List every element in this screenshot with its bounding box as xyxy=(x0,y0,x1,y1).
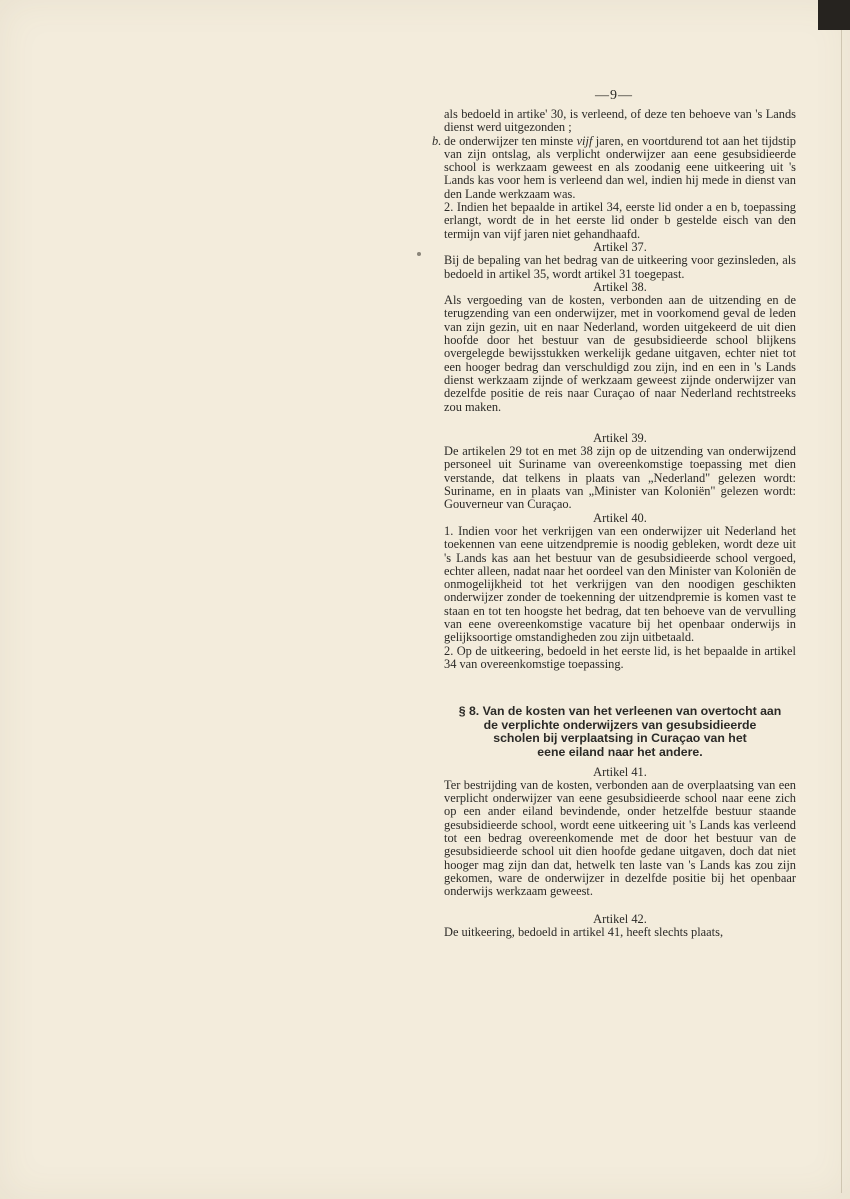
section-8-heading xyxy=(444,705,796,759)
article-39-heading: Artikel 39. xyxy=(593,430,647,445)
list-item-b xyxy=(432,133,796,201)
body-text xyxy=(432,107,796,939)
article-42-text: De uitkeering, bedoeld in artikel 41, heeft slechts plaats, xyxy=(444,924,724,939)
article-40-par-2: 2. Op de uitkeering, bedoeld in het eerste lid, is het bepaalde in artikel 34 van overeenkomstige toepassing. xyxy=(444,643,796,671)
list-item-b-post: jaren, en voortdurend tot aan het tijdstip van zijn ontslag, als verplicht onderwijzer aan eene gesubsidieerde school is werkzaam geweest en als zoodanig eene uitkeering uit 's Lands kas voor hem is verleend dan wel, indien hij mede in dienst van den Lande werkzaam was. xyxy=(444,133,796,201)
paragraph-2: 2. Indien het bepaalde in artikel 34, eerste lid onder a en b, toepassing erlangt, wordt de in het eerste lid onder b gestelde eisch van den termijn van vijf jaren niet gehandhaafd. xyxy=(444,200,796,241)
article-41-text: Ter bestrijding van de kosten, verbonden aan de overplaatsing van een verplicht onderwijzer van eene gesubsidieerde school naar eene zich op een ander eiland bevindende, onder hetzelfde bestuur staande gesubsidieerde school, wordt eene uitkeering uit 's Lands kas verleend tot een bedrag overeenkomende met de door het bestuur van de gesubsidieerde school uit dien hoofde gedane uitgaven, doch dat niet hooger mag zijn dan dat, hetwelk ten laste van 's Lands kas zou zijn gekomen, ware de onderwijzer in dezelfde positie bij het openbaar onderwijs werkzaam geweest. xyxy=(444,777,796,899)
article-41-heading: Artikel 41. xyxy=(593,764,647,779)
section-8-line-4: eene eiland naar het andere. xyxy=(537,744,703,759)
article-39-text: De artikelen 29 tot en met 38 zijn op de uitzending van onderwijzend personeel uit Suriname van overeenkomstige toepassing met dien verstande, dat telkens in plaats van „Nederland" gelezen wordt: Suriname, en in plaats van „Minister van Koloniën" gelezen wordt: Gouverneur van Curaçao. xyxy=(444,444,796,512)
section-8-line-3: scholen bij verplaatsing in Curaçao van het xyxy=(493,731,747,746)
article-40-heading: Artikel 40. xyxy=(593,510,647,525)
paragraph-continuation: als bedoeld in artike' 30, is verleend, of deze ten behoeve van 's Lands dienst werd uitgezonden ; xyxy=(444,107,796,135)
article-42-heading: Artikel 42. xyxy=(593,911,647,926)
section-8-line-1: § 8. Van de kosten van het verleenen van overtocht aan xyxy=(458,704,782,719)
article-37-text: Bij de bepaling van het bedrag van de uitkeering voor gezinsleden, als bedoeld in artikel 35, wordt artikel 31 toegepast. xyxy=(444,253,796,281)
list-item-b-pre: de onderwijzer ten minste xyxy=(444,133,577,148)
section-8-line-2: de verplichte onderwijzers van gesubsidieerde xyxy=(483,717,757,732)
page-number: —9— xyxy=(595,88,633,103)
article-40-par-1: 1. Indien voor het verkrijgen van een onderwijzer uit Nederland het toekennen van eene uitzendpremie is noodig gebleken, wordt deze uit 's Lands kas aan het bestuur van de gesubsidieerde school vergoed, echter alleen, nadat naar het oordeel van den Minister van Koloniën de onmogelijkheid tot het verkrijgen van den noodigen geschikten onderwijzer zonder de toekenning der uitzendpremie is komen vast te staan en tot ten hoogste het bedrag, dat ten behoeve van de vervulling van eene overeenkomstige vacature bij het openbaar onderwijs in gelijksoortige omstandigheden zou zijn uitbetaald. xyxy=(444,523,796,645)
list-item-b-emphasis: vijf xyxy=(576,133,593,148)
article-38-text: Als vergoeding van de kosten, verbonden aan de uitzending en de terugzending van een onderwijzer, met in voorkomend geval de leden van zijn gezin, uit en naar Nederland, worden uitgekeerd de uit dien hoofde door het bestuur van de gesubsidieerde school blijkens overgelegde bewijsstukken werkelijk gedane uitgaven, echter niet tot een hooger bedrag dan verschuldigd zou zijn, ind en een in 's Lands dienst werkzaam zijnde of werkzaam geweest zijnde onderwijzer van dezelfde positie de reis naar Curaçao of naar Nederland rechtstreeks zou maken. xyxy=(444,293,796,414)
article-37-heading: Artikel 37. xyxy=(593,239,647,254)
list-marker-b: b. xyxy=(432,133,442,148)
scan-speck xyxy=(417,252,421,256)
article-38-heading: Artikel 38. xyxy=(593,279,647,294)
scan-corner-mark xyxy=(818,0,850,30)
page-edge-line xyxy=(841,30,842,1193)
